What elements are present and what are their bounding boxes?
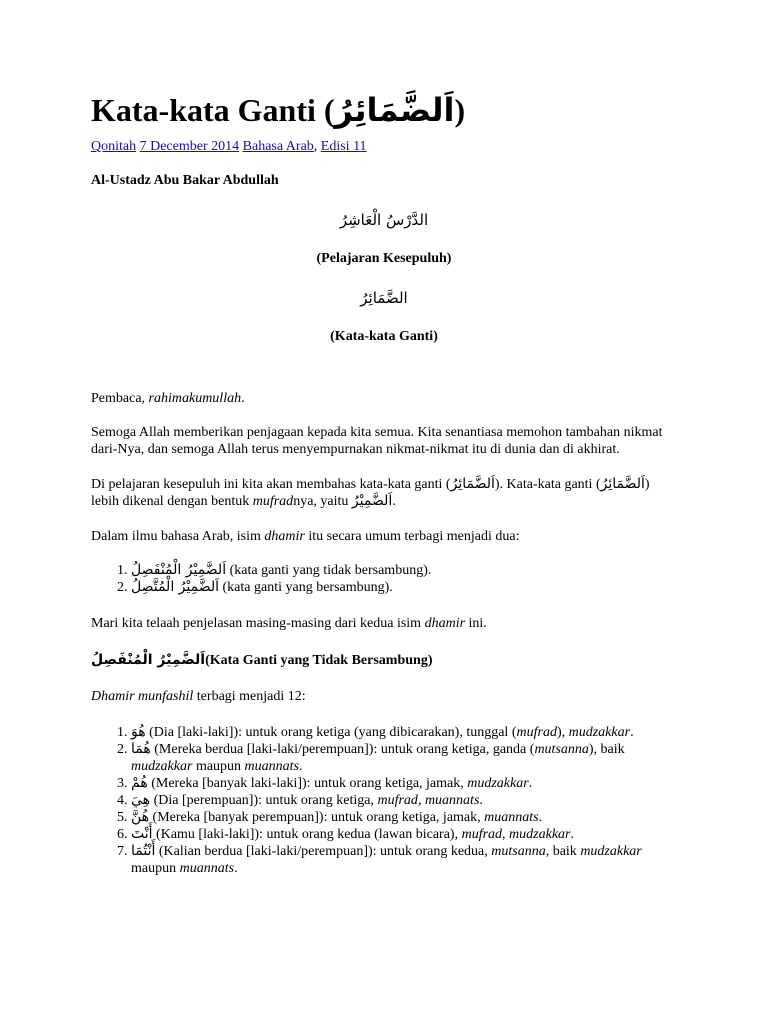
topic-title: (Kata-kata Ganti) xyxy=(330,329,438,344)
pronoun-arabic: هُمَا xyxy=(131,741,151,757)
para3-a: Dalam ilmu bahasa Arab, isim xyxy=(91,529,265,544)
pronoun-arabic: هُوَ xyxy=(131,724,146,740)
pronoun-arabic: هُنَّ xyxy=(131,809,150,825)
date-link[interactable]: 7 December 2014 xyxy=(139,139,240,154)
para4-b: ini. xyxy=(465,616,487,631)
pronoun-text: maupun xyxy=(131,861,180,876)
para2-b: ). Kata-kata ganti ( xyxy=(494,477,601,492)
para2-arabic-3: اَلضَّمِيْرُ xyxy=(351,493,393,509)
meta-separator: , xyxy=(313,139,318,154)
pronoun-text: (Mereka [banyak laki-laki]): untuk orang ketiga, jamak, xyxy=(147,776,468,791)
para2-d: nya, yaitu xyxy=(293,494,352,509)
title-arabic: اَلضَّمَائِرُ xyxy=(334,91,455,129)
pronoun-text: (Dia [perempuan]): untuk orang ketiga, xyxy=(150,793,378,808)
pronoun-term: mufrad xyxy=(516,725,557,740)
pronoun-term: mufrad xyxy=(461,827,503,842)
pronoun-text: . xyxy=(528,776,533,791)
type-arabic: اَلضَّمِيْرُ الْمُنْفَصِلُ xyxy=(131,562,227,578)
pronoun-arabic: أَنْتُمَا xyxy=(131,843,156,859)
para3-b: itu secara umum terbagi menjadi dua: xyxy=(304,529,520,544)
edition-link[interactable]: Edisi 11 xyxy=(320,139,367,154)
pronoun-term: mutsanna xyxy=(491,844,546,859)
pronoun-text: . xyxy=(570,827,574,842)
topic-arabic: الضَّمَائِرُ xyxy=(360,289,408,307)
types-list xyxy=(91,562,677,596)
paragraph-explain xyxy=(91,615,677,632)
pronoun-text: (Kalian berdua [laki-laki/perempuan]): untuk orang kedua, xyxy=(155,844,492,859)
list-item xyxy=(131,741,677,775)
pronoun-arabic: هُمْ xyxy=(131,775,148,791)
pronoun-text: (Mereka berdua [laki-laki/perempuan]): untuk orang ketiga, ganda ( xyxy=(150,742,535,757)
para2-arabic-1: اَلضَّمَائِرُ xyxy=(450,476,495,492)
pronoun-term: muannats xyxy=(179,861,235,876)
para2-italic: mufrad xyxy=(252,494,294,509)
pronoun-term: muannats xyxy=(484,810,539,825)
greeting-italic: rahimakumullah xyxy=(148,391,242,406)
para4-italic: dhamir xyxy=(424,616,466,631)
para2-e: . xyxy=(392,494,396,509)
pronoun-text: (Dia [laki-laki]): untuk orang ketiga (yang dibicarakan), tunggal ( xyxy=(145,725,517,740)
list-item xyxy=(131,809,677,826)
pronoun-list xyxy=(91,724,677,877)
paragraph-types xyxy=(91,528,677,545)
para2-c: ) lebih dikenal dengan bentuk xyxy=(91,477,650,509)
list-item xyxy=(131,562,677,579)
pronoun-term: mudzakkar xyxy=(509,827,571,842)
pronoun-term: mudzakkar xyxy=(467,776,529,791)
para2-a: Di pelajaran kesepuluh ini kita akan membahas kata-kata ganti ( xyxy=(91,477,451,492)
greeting-suffix: . xyxy=(241,391,245,406)
pronoun-text: , baik xyxy=(545,844,581,859)
type-text: (kata ganti yang bersambung). xyxy=(219,580,393,595)
pronoun-text: (Mereka [banyak perempuan]): untuk orang ketiga, jamak, xyxy=(149,810,485,825)
title-close: ) xyxy=(454,92,466,128)
paragraph-count xyxy=(91,688,677,705)
pronoun-arabic: هِيَ xyxy=(131,792,151,808)
paragraph-intro: Semoga Allah memberikan penjagaan kepada kita semua. Kita senantiasa memohon tambahan nikmat dari-Nya, dan semoga Allah terus menyempurnakan nikmat-nikmat itu di dunia dan di akhirat. xyxy=(91,425,663,457)
list-item xyxy=(131,792,677,809)
pronoun-text: . xyxy=(538,810,543,825)
pronoun-arabic: أَنْتَ xyxy=(131,826,153,842)
paragraph-topic xyxy=(91,476,677,510)
pronoun-text: maupun xyxy=(192,759,245,774)
para3-italic: dhamir xyxy=(264,529,305,544)
pronoun-term: mudzakkar xyxy=(568,725,631,740)
section-heading-text: (Kata Ganti yang Tidak Bersambung) xyxy=(205,653,433,668)
greeting xyxy=(91,390,677,407)
post-meta xyxy=(91,138,677,156)
byline: Al-Ustadz Abu Bakar Abdullah xyxy=(91,173,279,188)
pronoun-text: ), xyxy=(556,725,569,740)
greeting-prefix: Pembaca, xyxy=(91,391,149,406)
pronoun-text: ), baik xyxy=(588,742,625,757)
list-item xyxy=(131,843,677,877)
pronoun-text: , xyxy=(417,793,425,808)
type-text: (kata ganti yang tidak bersambung). xyxy=(226,563,432,578)
pronoun-term: mutsanna xyxy=(534,742,589,757)
type-arabic: اَلضَّمِيْرُ الْمُتَّصِلُ xyxy=(131,579,220,595)
section-heading xyxy=(91,652,677,669)
pronoun-text: , xyxy=(502,827,510,842)
pronoun-term: muannats xyxy=(244,759,299,774)
pronoun-text: . xyxy=(630,725,634,740)
lesson-title: (Pelajaran Kesepuluh) xyxy=(316,251,452,266)
para5-b: terbagi menjadi 12: xyxy=(193,689,306,704)
pronoun-term: mudzakkar xyxy=(131,759,193,774)
pronoun-term: mufrad xyxy=(377,793,418,808)
page-title xyxy=(91,0,677,130)
list-item xyxy=(131,826,677,843)
pronoun-text: . xyxy=(479,793,483,808)
list-item xyxy=(131,579,677,596)
para2-arabic-2: اَلضَّمَائِرُ xyxy=(600,476,645,492)
title-text: Kata-kata Ganti ( xyxy=(91,92,335,128)
list-item xyxy=(131,775,677,792)
pronoun-text: . xyxy=(299,759,303,774)
lesson-arabic: الدَّرْسُ الْعَاشِرُ xyxy=(339,211,429,229)
pronoun-text: (Kamu [laki-laki]): untuk orang kedua (lawan bicara), xyxy=(152,827,462,842)
list-item xyxy=(131,724,677,741)
section-heading-arabic: اَلضَّمِيْرُ الْمُنْفَصِلُ xyxy=(91,652,206,668)
category-link[interactable]: Bahasa Arab xyxy=(242,139,314,154)
para4-a: Mari kita telaah penjelasan masing-masing dari kedua isim xyxy=(91,616,425,631)
author-link[interactable]: Qonitah xyxy=(91,139,137,154)
pronoun-term: muannats xyxy=(424,793,480,808)
para5-italic: Dhamir munfashil xyxy=(91,689,194,704)
pronoun-term: mudzakkar xyxy=(580,844,642,859)
pronoun-text: . xyxy=(234,861,238,876)
